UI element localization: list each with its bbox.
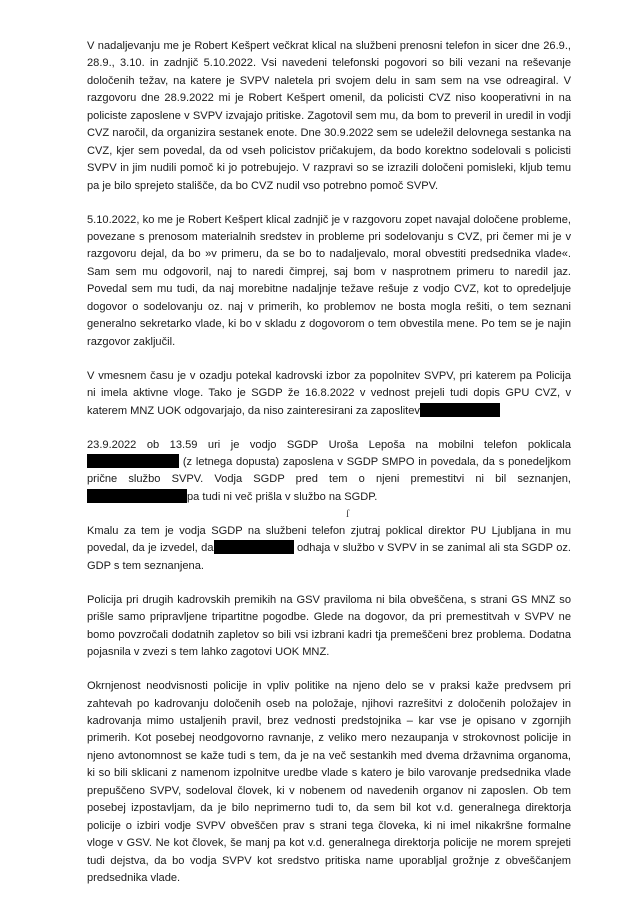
paragraph-phone-call-text-b: (z letnega dopusta) zaposlena v SGDP SMPO in povedala, da s ponedeljkom prične službo SVPV. Vodja SGDP pred tem o njeni premestitvi ni bil seznanjen, [87, 456, 571, 486]
paragraph-director-call-text-b: odhaja v službo v SVPV in se zanimal ali sta SGDP oz. GDP s tem seznanjena. [87, 542, 572, 572]
document-page [87, 38, 571, 904]
redaction-block [87, 489, 187, 503]
paragraph-director-call-text-a: Kmalu za tem je vodja SGDP na službeni telefon zjutraj poklical direktor PU Ljubljana in mu povedal, da je izvedel, da [87, 524, 571, 555]
redaction-block [87, 454, 179, 468]
paragraph-phone-call-text-a: 23.9.2022 ob 13.59 uri je vodjo SGDP Uroša Lepoša na mobilni telefon poklicala [87, 438, 571, 451]
stray-pen-mark: ſ [346, 508, 350, 520]
paragraph-independence: Okrnjenost neodvisnosti policije in vpliv politike na njeno delo se v praksi kaže predvsem pri zahtevah po kadrovanju določenih oseb na položaje, njihovi razrešitvi z določenih položajev in kadrovanja mimo ustaljenih pravil, brez vednosti predstojnika – kar vse je opisano v zgornjih primerih. Kot posebej neodgovorno ravnanje, z veliko mero nezaupanja v strokovnost policije in njeno avtonomnost se kaže tudi s tem, da je na več sestankih med dvema državnima organoma, ki so bili sklicani z namenom izpolnitve uredbe vlade s katero je bilo varovanje predsednika vlade prepuščeno SVPV, sodeloval človek, ki v nobenem od navedenih organov ni zaposlen. Ob tem posebej izpostavljam, da je bilo neprimerno tudi to, da sem bil kot v.d. generalnega direktorja policije o izbiri vodje SVPV obveščen prav s strani tega človeka, ki ni imel nikakršne formalne vloge v GSV. Ne kot človek, še manj pa kot v.d. generalnega direktorja policije ne morem sprejeti tudi dejstva, da bo vodja SVPV kot sredstvo pritiska name uporabljal grožnje z obveščanjem predsednika vlade. [87, 680, 571, 885]
paragraph-last-call: 5.10.2022, ko me je Robert Kešpert klical zadnjič je v razgovoru zopet navajal določene probleme, povezane s prenosom materialnih sredstev in probleme pri sodelovanju s CVZ, pri čemer mi je v razgovoru dejal, da bo »v primeru, da se bo to nadaljevalo, moral obvestiti predsednika vlade«. Sam sem mu odgovoril, naj to naredi čimprej, saj bom v nasprotnem primeru to naredil jaz. Povedal sem mu tudi, da naj morebitne nadaljnje težave rešuje z vodjo CVZ, kot to opredeljuje dogovor o sodelovanju oz. naj v primerih, ko problemov ne bosta mogla rešiti, o tem seznani generalno sekretarko vlade, ki bo v skladu z dogovorom o tem obvestila mene. Po tem se je najin razgovor zaključil. [87, 213, 571, 348]
paragraph-phone-call-text-c: pa tudi ni več prišla v službo na SGDP. [187, 490, 378, 503]
paragraph-staffing-selection [87, 368, 571, 420]
paragraph-phone-call [87, 437, 571, 507]
paragraph-director-call [87, 523, 571, 575]
paragraph-staffing-text: V vmesnem času je v ozadju potekal kadrovski izbor za popolnitev SVPV, pri katerem pa Policija ni imela aktivne vloge. Tako je SGDP že 16.8.2022 v vednost prejeli tudi dopis GPU CVZ, v katerem MNZ UOK odgovarjajo, da niso zainteresirani za zaposlitev [87, 369, 571, 417]
paragraph-other-staffing: Policija pri drugih kadrovskih premikih na GSV praviloma ni bila obveščena, s strani GS MNZ so prišle samo pripravljene tripartitne pogodbe. Glede na dogovor, da pri premestitvah v SVPV ne bomo povzročali dodatnih zapletov so bili vsi izbrani kadri tja premeščeni brez problema. Dodatna pojasnila v zvezi s tem lahko zagotovi UOK MNZ. [87, 593, 571, 659]
redaction-block [214, 540, 294, 554]
paragraph-calls: V nadaljevanju me je Robert Kešpert večkrat klical na službeni prenosni telefon in sicer dne 26.9., 28.9., 3.10. in zadnjič 5.10.2022. Vsi navedeni telefonski pogovori so bili vezani na reševanje določenih težav, na katere je SVPV naletela pri svojem delu in sam sem na vse odreagiral. V razgovoru dne 28.9.2022 mi je Robert Kešpert omenil, da policisti CVZ niso kooperativni in na policiste zaposlene v SVPV izvajajo pritiske. Zagotovil sem mu, da bom to preveril in uredil in vodji CVZ naročil, da organizira sestanek enote. Dne 30.9.2022 sem se udeležil delovnega sestanka na CVZ, kjer sem povedal, da od vseh policistov pričakujem, da bodo korektno sodelovali s policisti SVPV in jim nudili pomoč ki jo potrebujejo. V razpravi so se izrazili določeni pomisleki, kljub temu pa je bilo sprejeto stališče, da bo CVZ nudil vso potrebno pomoč SVPV. [87, 40, 571, 192]
redaction-block [420, 403, 500, 417]
